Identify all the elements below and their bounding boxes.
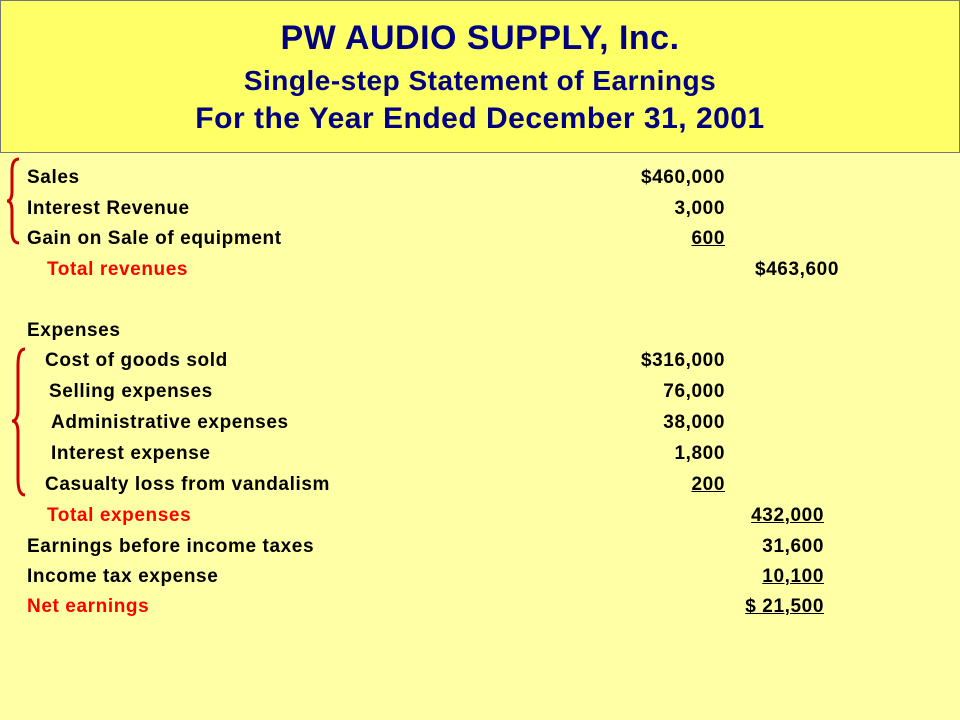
expense-amount-interest: 1,800: [674, 443, 725, 464]
revenue-amount-interest: 3,000: [674, 198, 725, 219]
expense-label-cogs: Cost of goods sold: [45, 350, 228, 371]
expense-label-casualty: Casualty loss from vandalism: [45, 474, 331, 495]
earnings-before-tax-amount: 31,600: [762, 536, 824, 557]
revenue-label-sales: Sales: [27, 167, 80, 188]
income-tax-amount: 10,100: [762, 566, 824, 587]
revenue-amount-gain: 600: [691, 228, 725, 249]
expenses-heading: Expenses: [27, 320, 121, 341]
total-revenues-amount: $463,600: [754, 259, 839, 280]
expense-bracket-icon: [11, 347, 27, 497]
expense-label-selling: Selling expenses: [49, 381, 213, 402]
income-tax-label: Income tax expense: [27, 566, 219, 587]
revenue-label-interest: Interest Revenue: [27, 198, 190, 219]
total-expenses-amount: 432,000: [751, 505, 824, 526]
expense-label-admin: Administrative expenses: [51, 412, 289, 433]
total-revenues-label: Total revenues: [47, 259, 189, 280]
revenue-label-gain: Gain on Sale of equipment: [27, 228, 282, 249]
earnings-before-tax-label: Earnings before income taxes: [27, 536, 315, 557]
expense-amount-casualty: 200: [691, 474, 725, 495]
expense-amount-cogs: $316,000: [640, 350, 725, 371]
expense-amount-selling: 76,000: [663, 381, 725, 402]
total-expenses-label: Total expenses: [47, 505, 192, 526]
expense-label-interest: Interest expense: [51, 443, 211, 464]
net-earnings-amount: $ 21,500: [745, 596, 824, 617]
revenue-bracket-icon: [6, 157, 20, 245]
expense-amount-admin: 38,000: [663, 412, 725, 433]
net-earnings-label: Net earnings: [27, 596, 150, 617]
statement-title: Single-step Statement of Earnings: [243, 65, 717, 96]
title-banner: [0, 0, 960, 153]
revenue-amount-sales: $460,000: [640, 167, 725, 188]
statement-period: For the Year Ended December 31, 2001: [195, 102, 765, 135]
company-name: PW AUDIO SUPPLY, Inc.: [280, 19, 680, 57]
